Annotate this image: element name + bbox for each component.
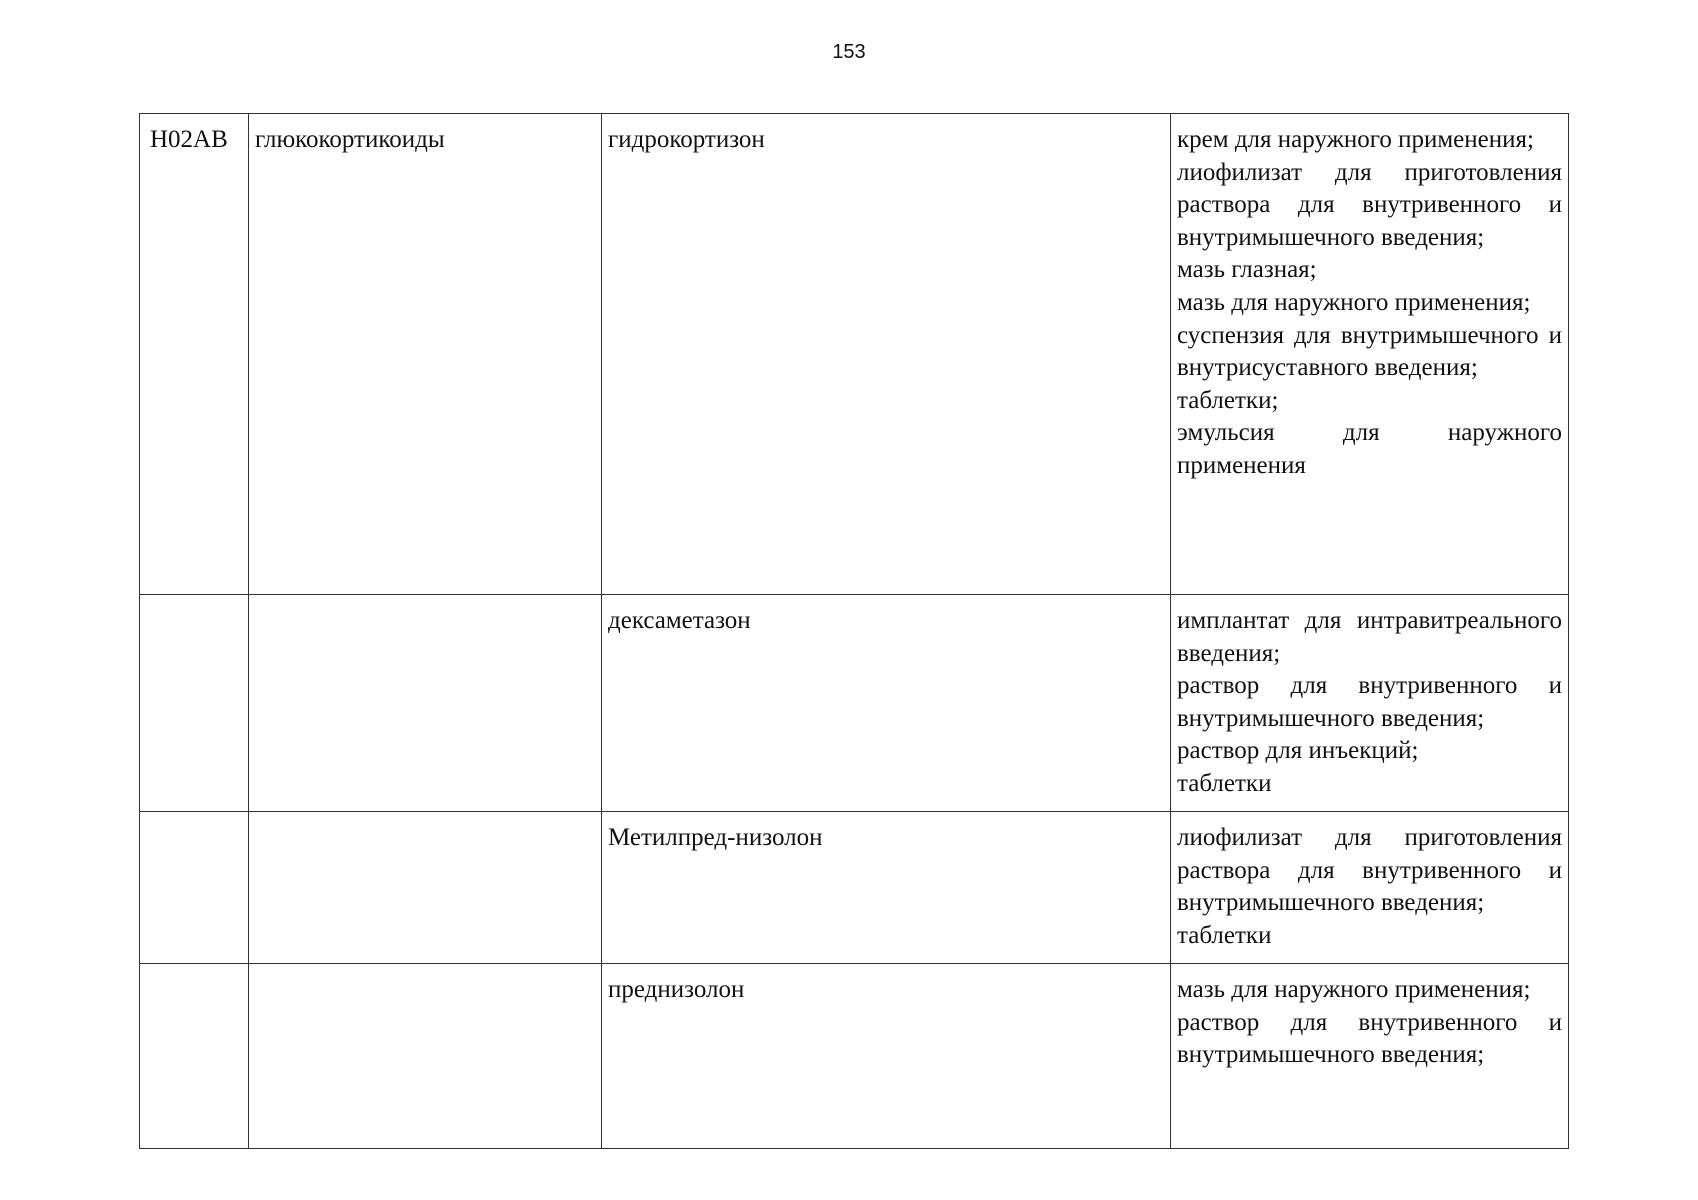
dosage-form: таблетки; xyxy=(1177,386,1279,414)
drug-name-cell: преднизолон xyxy=(602,964,1171,1149)
dosage-form: раствор для инъекций; xyxy=(1177,737,1419,765)
drug-group-cell xyxy=(249,812,602,964)
page-number: 153 xyxy=(832,41,866,63)
dosage-form: суспензия для внутримышечного и внутрисуставного введения; xyxy=(1177,321,1562,382)
dosage-form: таблетки xyxy=(1177,921,1272,949)
table-row xyxy=(140,964,1569,1149)
dosage-form: раствор для внутривенного и внутримышечного введения; xyxy=(1177,672,1562,732)
drug-group-cell xyxy=(249,964,602,1149)
atc-code-cell xyxy=(140,964,249,1149)
drug-name-cell: Метилпред-низолон xyxy=(602,812,1171,964)
table-row xyxy=(140,812,1569,964)
dosage-form: крем для наружного применения; xyxy=(1177,126,1534,153)
drug-group-cell xyxy=(249,595,602,812)
drug-name-cell: гидрокортизон xyxy=(602,114,1171,595)
dosage-form: эмульсия для наружного применения xyxy=(1177,419,1562,479)
dosage-forms-cell xyxy=(1171,114,1569,595)
dosage-forms-cell xyxy=(1171,964,1569,1149)
table-row xyxy=(140,114,1569,595)
atc-code-cell xyxy=(140,812,249,964)
dosage-form: лиофилизат для приготовления раствора для внутривенного и внутримышечного введения; xyxy=(1177,824,1562,917)
dosage-forms-cell xyxy=(1171,595,1569,812)
drug-group-cell: глюкокортикоиды xyxy=(249,114,602,595)
dosage-forms-cell xyxy=(1171,812,1569,964)
dosage-form: таблетки xyxy=(1177,769,1272,797)
drug-table xyxy=(139,113,1569,1149)
drug-name-cell: дексаметазон xyxy=(602,595,1171,812)
atc-code-cell: H02AB xyxy=(140,114,249,595)
dosage-form: мазь для наружного применения; xyxy=(1177,288,1531,316)
dosage-form: мазь глазная; xyxy=(1177,256,1317,284)
atc-code-cell xyxy=(140,595,249,812)
dosage-form: раствор для внутривенного и внутримышечного введения; xyxy=(1177,1008,1562,1069)
table-row xyxy=(140,595,1569,812)
dosage-form: лиофилизат для приготовления раствора для внутривенного и внутримышечного введения; xyxy=(1177,158,1562,251)
dosage-form: мазь для наружного применения; xyxy=(1177,976,1531,1003)
dosage-form: имплантат для интравитреального введения; xyxy=(1177,607,1562,667)
